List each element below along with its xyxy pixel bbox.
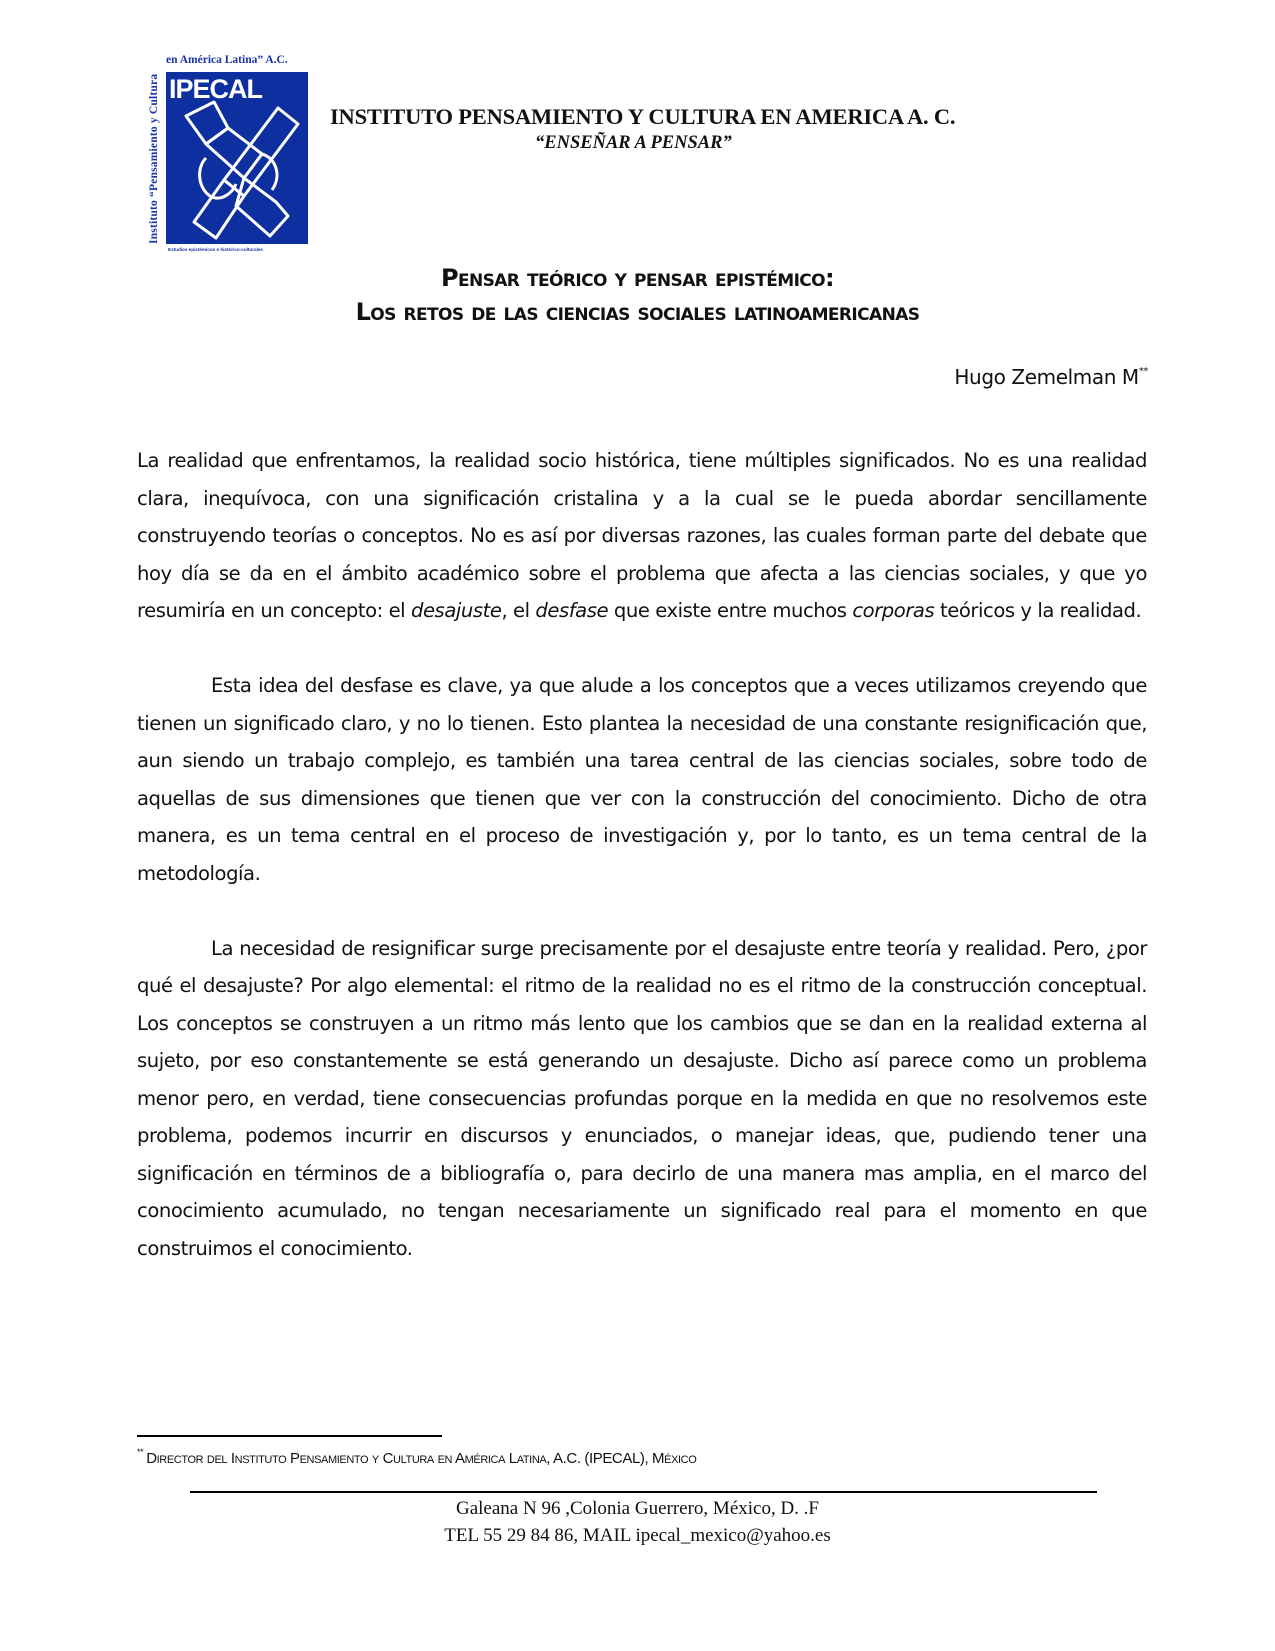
author (954, 365, 1148, 389)
ipecal-logo (150, 54, 308, 260)
footer-separator (190, 1491, 1097, 1493)
logo-top-text: en América Latina” A.C. (166, 54, 288, 66)
document-title-line-1: Pensar teórico y pensar epistémico: (440, 264, 835, 292)
text-run: , el (501, 599, 536, 622)
document-body (137, 442, 1147, 1305)
footnote-text: Director del Instituto Pensamiento y Cultura en América Latina, A.C. (IPECAL), México (146, 1450, 697, 1467)
logo-subtitle: Estudios epistémicos e histórico-culturales (168, 247, 263, 252)
text-run: teóricos y la realidad. (934, 599, 1142, 622)
document-title-line-2: Los retos de las ciencias sociales latinoamericanas (355, 298, 920, 326)
institution-motto: “ENSEÑAR A PENSAR” (535, 133, 732, 153)
emphasis-corporas: corporas (852, 599, 935, 622)
emphasis-desajuste: desajuste (410, 599, 502, 622)
logo-side-text: Instituto “Pensamiento y Cultura (148, 73, 160, 244)
logo-box (166, 72, 308, 244)
footnote-separator (137, 1435, 442, 1437)
paragraph-1 (137, 442, 1147, 630)
footer-contact: TEL 55 29 84 86, MAIL ipecal_mexico@yahoo.es (444, 1525, 831, 1546)
emphasis-desfase: desfase (535, 599, 609, 622)
institution-name: INSTITUTO PENSAMIENTO Y CULTURA EN AMERICA A. C. (330, 104, 956, 129)
author-footnote-mark[interactable]: ** (1138, 366, 1148, 377)
text-run: La realidad que enfrentamos, la realidad socio histórica, tiene múltiples significados. No es una realidad clara, inequívoca, con una significación cristalina y a la cual se le pueda abordar sencillamente construyendo teorías o conceptos. No es así por diversas razones, las cuales forman parte del debate que hoy día se da en el ámbito académico sobre el problema que afecta a las ciencias sociales, y que yo resumiría en un concepto: el (137, 449, 1147, 622)
footnote-mark: ** (137, 1447, 144, 1457)
text-run: que existe entre muchos (608, 599, 853, 622)
paragraph-3: La necesidad de resignificar surge precisamente por el desajuste entre teoría y realidad. Pero, ¿por qué el desajuste? Por algo elemental: el ritmo de la realidad no es el ritmo de la construcción conceptual. Los conceptos se construyen a un ritmo más lento que los cambios que se dan en la realidad externa al sujeto, por eso constantemente se está generando un desajuste. Dicho así parece como un problema menor pero, en verdad, tiene consecuencias profundas porque en la medida en que no resolvemos este problema, podemos incurrir en discursos y enunciados, o manejar ideas, que, pudiendo tener una significación en términos de a bibliografía o, para decirlo de una manera mas amplia, en el marco del conocimiento acumulado, no tengan necesariamente un significado real para el momento en que construimos el conocimiento. (137, 936, 1147, 1260)
logo-wordmark: IPECAL (169, 74, 263, 104)
footnote (137, 1447, 696, 1467)
clasped-hands-icon (166, 98, 308, 244)
paragraph-2: Esta idea del desfase es clave, ya que alude a los conceptos que a veces utilizamos creyendo que tienen un significado claro, y no lo tienen. Esto plantea la necesidad de una constante resignificación que, aun siendo un trabajo complejo, es también una tarea central de las ciencias sociales, sobre todo de aquellas de sus dimensiones que tienen que ver con la construcción del conocimiento. Dicho de otra manera, es un tema central en el proceso de investigación y, por lo tanto, es un tema central de la metodología. (137, 674, 1147, 885)
author-name: Hugo Zemelman M (954, 365, 1139, 389)
footer-address: Galeana N 96 ,Colonia Guerrero, México, D. .F (455, 1498, 819, 1519)
